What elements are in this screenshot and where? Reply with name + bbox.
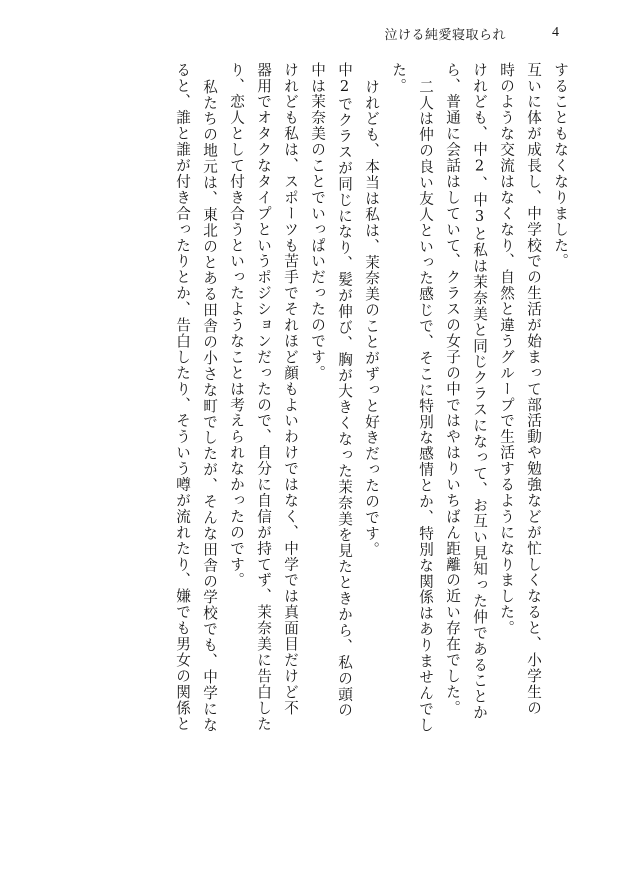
body-text-area [48,62,567,821]
text-column: り、恋人として付き合うといったようなことは考えられなかったのです。 [228,62,245,589]
page-number: 4 [552,25,559,40]
text-column: ら、普通に会話はしていて、クラスの女子の中ではやはりいちばん距離の近い存在でした。 [444,62,461,716]
text-column: けれども、中2、中3と私は茉奈美と同じクラスになって、お互い見知った仲であることか [471,62,488,721]
text-column: することもなくなりました。 [552,62,569,270]
book-title: 泣ける純愛寝取られ [384,26,506,42]
text-column: た。 [390,62,407,94]
text-column: 中は茉奈美のことでいっぱいだったのです。 [309,62,326,381]
text-column: 互いに体が成長し、中学校での生活が始まって部活動や勉強などが忙しくなると、小学生の [525,62,542,716]
text-column: けれども私は、スポーツも苦手でそれほど顔もよいわけではなく、中学では真面目だけど不 [282,62,299,716]
text-column: 時のような交流はなくなり、自然と違うグループで生活するようになりました。 [498,62,515,637]
text-column: 器用でオタクなタイプというポジションだったので、自分に自信が持てず、茉奈美に告白した [255,62,272,732]
text-column: 二人は仲の良い友人といった感じで、そこに特別な感情とか、特別な関係はありませんでし [417,79,434,733]
text-column: けれども、本当は私は、茉奈美のことがずっと好きだったのです。 [363,79,380,558]
page-header [0,22,619,44]
text-column: 中2でクラスが同じになり、髪が伸び、胸が大きくなった茉奈美を見たときから、私の頭の [336,62,353,719]
text-column: ると、誰と誰が付き合ったりとか、告白したり、そういう噂が流れたり、嫌でも男女の関係と [174,62,191,732]
text-column: 私たちの地元は、東北のとある田舎の小さな町でしたが、そんな田舎の学校でも、中学にな [201,79,218,733]
